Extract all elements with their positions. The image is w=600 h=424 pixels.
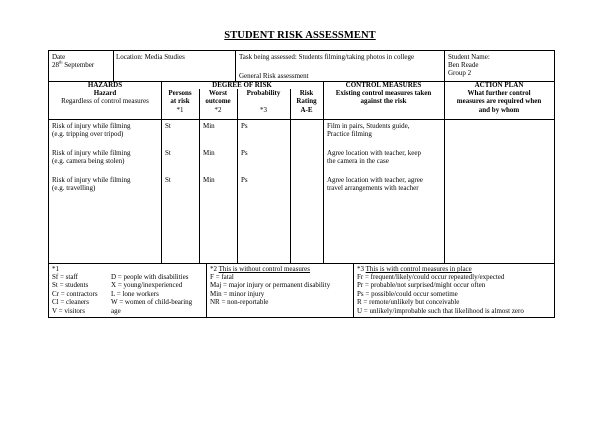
divider — [206, 263, 207, 317]
hazard-cell: Risk of injury while filming (e.g. tripping over tripod) — [52, 122, 131, 139]
key-1-persons-list: Sf = staff St = students Cr = contractors Cl = cleaners V = visitors — [52, 273, 98, 315]
worst-outcome-column-header: Worst outcome *2 — [205, 89, 231, 114]
hazard-cell: Risk of injury while filming (e.g. camera being stolen) — [52, 149, 131, 166]
control-measures-cell: Agree location with teacher, keep the camera in the case — [327, 149, 421, 166]
hazard-cell: Risk of injury while filming (e.g. travelling) — [52, 176, 131, 193]
control-measures-cell: Agree location with teacher, agree travel arrangements with teacher — [327, 176, 423, 193]
persons-cell: St — [165, 176, 171, 184]
probability-cell: Ps — [241, 122, 248, 130]
divider — [237, 89, 238, 263]
section-action-plan: ACTION PLAN — [474, 81, 524, 89]
key-1-groups-list: D = people with disabilities X = young/inexperienced L = lone workers W = women of child-bearing age — [111, 273, 193, 315]
divider — [199, 89, 200, 263]
probability-column-header: Probability *3 — [246, 89, 281, 114]
probability-cell: Ps — [241, 149, 248, 157]
hazard-column-header: Hazard Regardless of control measures — [61, 89, 149, 106]
persons-column-header: Persons at risk *1 — [168, 89, 192, 114]
control-measures-column-header: Existing control measures taken against the risk — [335, 89, 432, 106]
persons-cell: St — [165, 122, 171, 130]
risk-assessment-table — [48, 50, 555, 318]
location-field: Location: Media Studies — [116, 53, 185, 61]
group-value: Group 2 — [448, 69, 472, 77]
probability-cell: Ps — [241, 176, 248, 184]
divider — [235, 51, 236, 81]
divider — [290, 89, 291, 263]
key-rule — [49, 263, 554, 264]
key-2-heading: *2 This is without control measures — [210, 265, 311, 273]
worst-outcome-cell: Min — [203, 176, 215, 184]
control-measures-cell: Film in pairs, Students guide, Practice filming — [327, 122, 410, 139]
worst-outcome-cell: Min — [203, 149, 215, 157]
key-1-heading: *1 — [52, 265, 59, 273]
section-degree-of-risk: DEGREE OF RISK — [212, 81, 272, 89]
worst-outcome-cell: Min — [203, 122, 215, 130]
divider — [444, 51, 445, 81]
divider — [323, 81, 324, 263]
key-3-heading: *3 This is with control measures in place — [357, 265, 472, 273]
student-name-label: Student Name: — [448, 53, 490, 61]
risk-rating-column-header: Risk Rating A-E — [296, 89, 317, 114]
general-risk-label: General Risk assessment — [239, 72, 309, 80]
divider — [113, 51, 114, 81]
key-2-outcome-list: F = fatal Maj = major injury or permanent disability Min = minor injury NR = non-reportable — [210, 273, 331, 307]
section-control-measures: CONTROL MEASURES — [345, 81, 422, 89]
section-hazards: HAZARDS — [87, 81, 123, 89]
date-label: Date — [52, 53, 66, 61]
date-value: 28th September — [52, 59, 95, 69]
persons-cell: St — [165, 149, 171, 157]
action-plan-column-header: What further control measures are required when and by whom — [456, 89, 542, 114]
page-title: STUDENT RISK ASSESSMENT — [224, 30, 376, 41]
column-header-rule — [49, 119, 554, 120]
divider — [353, 263, 354, 317]
student-name-value: Ben Reade — [448, 61, 479, 69]
task-field: Task being assessed: Students filming/taking photos in college — [239, 53, 415, 61]
key-3-probability-list: Fr = frequent/likely/could occur repeatedly/expected Pr = probable/not surprised/might occur often Ps = possible/could occur sometime R = remote/unlikely but conceivable U = unlikely/improbable such that likelihood is almost zero — [357, 273, 524, 315]
